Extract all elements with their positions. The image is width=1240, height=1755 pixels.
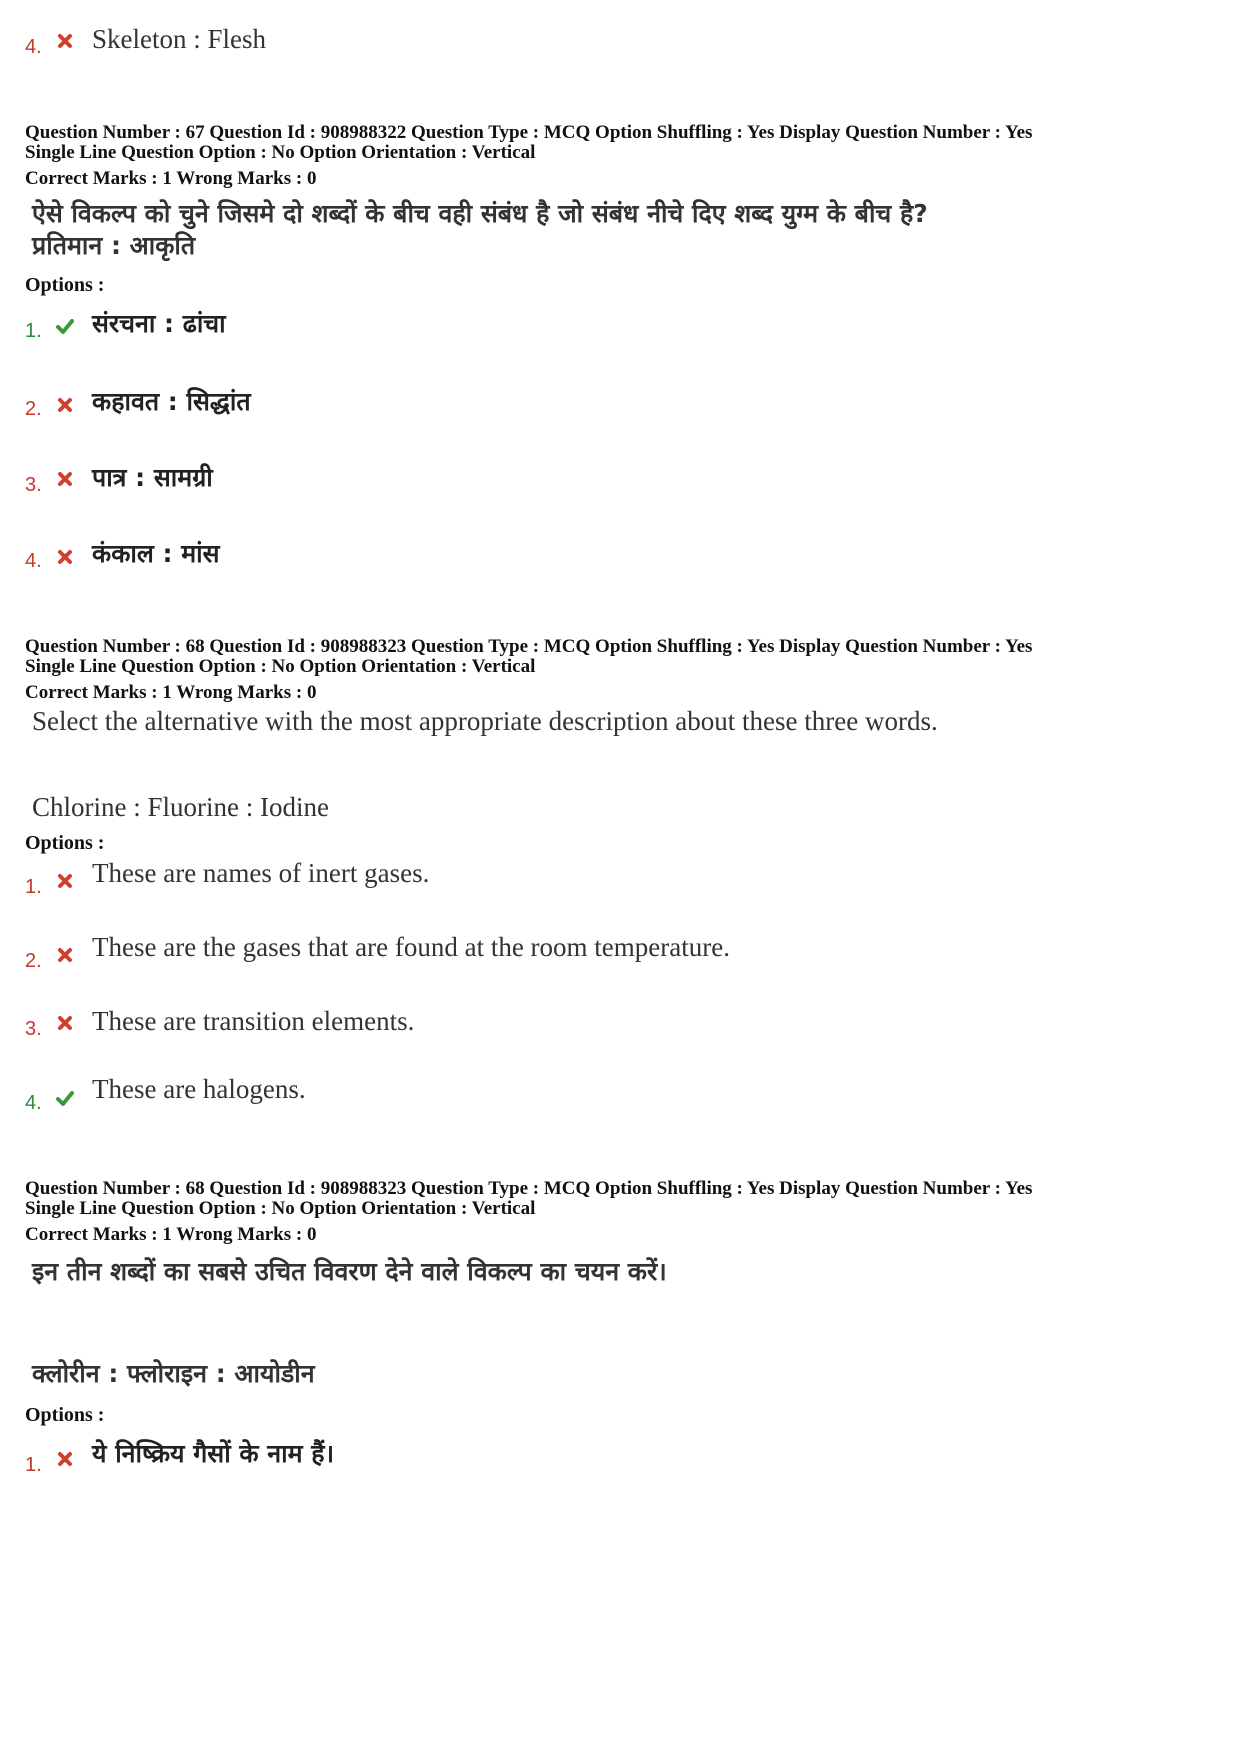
wrong-mark-icon: [54, 1448, 76, 1470]
option-number: 2.: [25, 398, 42, 420]
option-number: 3.: [25, 1018, 42, 1040]
question-meta-line2: Single Line Question Option : No Option Orientation : Vertical: [25, 142, 536, 163]
option-number: 1.: [25, 1454, 42, 1476]
correct-check-icon: [54, 1088, 76, 1110]
question-marks: Correct Marks : 1 Wrong Marks : 0: [25, 682, 317, 703]
wrong-mark-icon: [54, 30, 76, 52]
question-text-line1: ऐसे विकल्प को चुने जिसमे दो शब्दों के बीच वही संबंध है जो संबंध नीचे दिए शब्द युग्म के बीच है?: [32, 199, 928, 228]
option-text: ये निष्क्रिय गैसों के नाम हैं।: [92, 1439, 335, 1468]
option-number: 1.: [25, 876, 42, 898]
question-marks: Correct Marks : 1 Wrong Marks : 0: [25, 1224, 317, 1245]
wrong-mark-icon: [54, 468, 76, 490]
question-text-line2: प्रतिमान : आकृति: [32, 231, 196, 260]
option-number: 4.: [25, 550, 42, 572]
question-meta-line1: Question Number : 68 Question Id : 908988323 Question Type : MCQ Option Shuffling : Yes Display Question Number : Yes: [25, 1178, 1033, 1199]
option-text: कंकाल : मांस: [92, 539, 220, 568]
question-meta-line2: Single Line Question Option : No Option Orientation : Vertical: [25, 1198, 536, 1219]
correct-check-icon: [54, 316, 76, 338]
option-text: पात्र : सामग्री: [92, 463, 213, 492]
question-meta-line1: Question Number : 68 Question Id : 908988323 Question Type : MCQ Option Shuffling : Yes Display Question Number : Yes: [25, 636, 1033, 657]
option-number: 4.: [25, 36, 42, 58]
option-text: Skeleton : Flesh: [92, 24, 266, 54]
question-text-line2: क्लोरीन : फ्लोराइन : आयोडीन: [32, 1359, 315, 1388]
option-text: These are halogens.: [92, 1074, 306, 1104]
question-meta-line1: Question Number : 67 Question Id : 908988322 Question Type : MCQ Option Shuffling : Yes Display Question Number : Yes: [25, 122, 1033, 143]
question-text-line1: इन तीन शब्दों का सबसे उचित विवरण देने वाले विकल्प का चयन करें।: [32, 1257, 667, 1286]
wrong-mark-icon: [54, 1012, 76, 1034]
option-number: 4.: [25, 1092, 42, 1114]
question-meta-line2: Single Line Question Option : No Option Orientation : Vertical: [25, 656, 536, 677]
question-marks: Correct Marks : 1 Wrong Marks : 0: [25, 168, 317, 189]
question-text-line1: Select the alternative with the most appropriate description about these three words.: [32, 706, 938, 736]
question-text-line2: Chlorine : Fluorine : Iodine: [32, 792, 329, 822]
options-label: Options :: [25, 274, 105, 296]
option-number: 1.: [25, 320, 42, 342]
option-number: 2.: [25, 950, 42, 972]
wrong-mark-icon: [54, 870, 76, 892]
option-text: These are the gases that are found at the room temperature.: [92, 932, 730, 962]
wrong-mark-icon: [54, 944, 76, 966]
option-text: कहावत : सिद्धांत: [92, 387, 251, 416]
option-text: These are names of inert gases.: [92, 858, 430, 888]
option-number: 3.: [25, 474, 42, 496]
options-label: Options :: [25, 832, 105, 854]
option-text: These are transition elements.: [92, 1006, 415, 1036]
options-label: Options :: [25, 1404, 105, 1426]
wrong-mark-icon: [54, 546, 76, 568]
wrong-mark-icon: [54, 394, 76, 416]
option-text: संरचना : ढांचा: [92, 309, 226, 338]
